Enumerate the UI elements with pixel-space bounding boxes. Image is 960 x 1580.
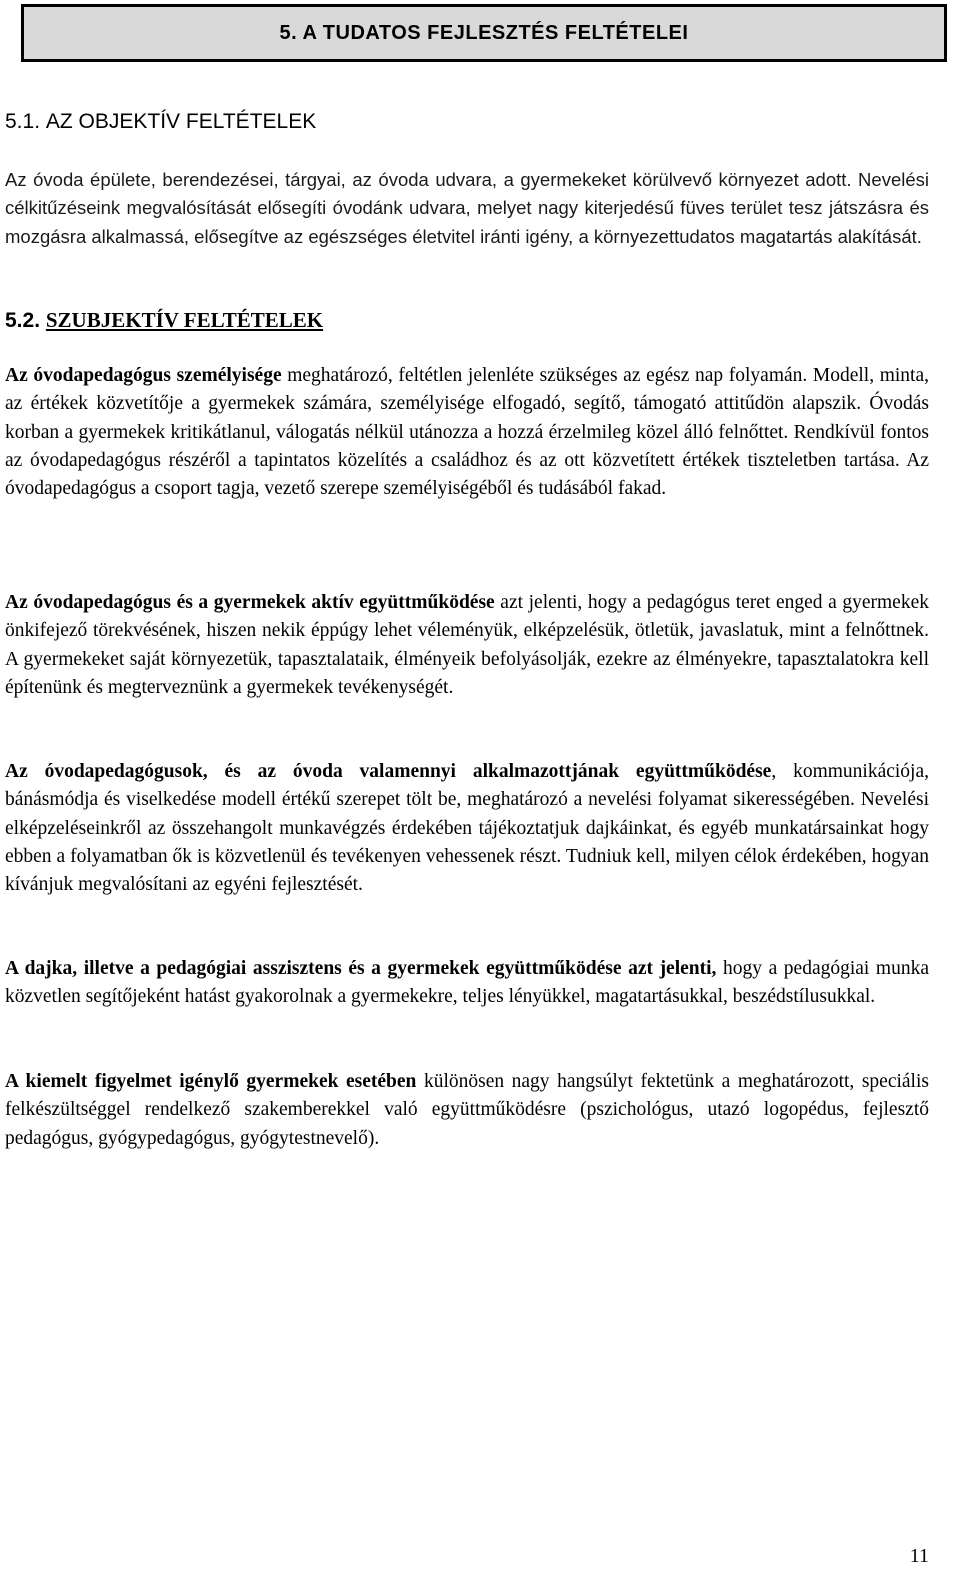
section-number: 5.1. [5,110,41,133]
paragraph-bold-lead: A kiemelt figyelmet igénylő gyermekek esetében [5,1071,417,1092]
paragraph-teacher-personality [5,362,929,503]
section-title: AZ OBJEKTÍV FELTÉTELEK [45,110,317,133]
paragraph-bold-lead: A dajka, illetve a pedagógiai asszisztens és a gyermekek együttműködése azt jelenti, [5,958,717,979]
page-number: 11 [909,1545,929,1567]
section-title: SZUBJEKTÍV FELTÉTELEK [45,308,324,332]
section-number: 5.2. [5,309,41,332]
paragraph-bold-lead: Az óvodapedagógus személyisége [5,365,282,386]
chapter-title-box [21,4,947,62]
paragraph-special-needs [5,1068,929,1153]
paragraph-assistant-cooperation [5,955,929,1012]
paragraph-body: azt jelenti, hogy a pedagógus teret enged a gyermekek önkifejező törekvésének, hiszen nekik éppúgy lehet véleményük, elképzelésük, ötletük, javaslatuk, mint a felnőttnek. A gyermekeket saját környezetük, tapasztalataik, élményeik befolyásolják, ezekre az élményekre, tapasztalatokra kell építenünk és megterveznünk a gyermekek tevékenységét. [5,592,929,698]
chapter-title: 5. A TUDATOS FEJLESZTÉS FELTÉTELEI [279,21,689,44]
paragraph-body: különösen nagy hangsúlyt fektetünk a meghatározott, speciális felkészültséggel rendelkező szakemberekkel való együttműködésre (pszichológus, utazó logopédus, fejlesztő pedagógus, gyógypedagógus, gyógytestnevelő). [5,1071,929,1149]
paragraph-staff-cooperation [5,758,929,899]
section-heading-subjective [5,308,323,333]
paragraph-teacher-children-cooperation [5,589,929,702]
paragraph-body: meghatározó, feltétlen jelenléte szükséges az egész nap folyamán. Modell, minta, az értékek közvetítője a gyermekek számára, személyisége elfogadó, segítő, támogató attitűdön alapszik. Óvodás korban a gyermekek kritikátlanul, válogatás nélkül utánozza a hozzá érzelmileg közel álló felnőttet. Rendkívül fontos az óvodapedagógus részéről a tapintatos közelítés a családhoz és az ott közvetített értékek tiszteletben tartása. Az óvodapedagógus a csoport tagja, vezető szerepe személyiségéből és tudásából fakad. [5,365,929,500]
paragraph-body: hogy a pedagógiai munka közvetlen segítőjeként hatást gyakorolnak a gyermekekre, teljes lényükkel, magatartásukkal, beszédstílusukkal. [5,958,930,1008]
objective-paragraph: Az óvoda épülete, berendezései, tárgyai, az óvoda udvara, a gyermekeket körülvevő környezet adott. Nevelési célkitűzéseink megvalósítását elősegíti óvodánk udvara, melyet nagy kiterjedésű füves terület tesz játszásra és mozgásra alkalmassá, elősegítve az egészséges életvitel iránti igény, a környezettudatos magatartás alakítását. [5,169,929,247]
paragraph-bold-lead: Az óvodapedagógus és a gyermekek aktív együttműködése [5,592,495,613]
paragraph-body: , kommunikációja, bánásmódja és viselkedése modell értékű szerepet tölt be, meghatározó a nevelési folyamat sikerességében. Nevelési elképzeléseinkről az összehangolt munkavégzés érdekében tájékoztatjuk dajkáinkat, és egyéb munkatársainkat hogy ebben a folyamatban ők is közvetlenül és tevékenyen vehessenek részt. Tudniuk kell, milyen célok érdekében, hogyan kívánjuk megvalósítani az egyéni fejlesztését. [5,761,929,896]
paragraph-bold-lead: Az óvodapedagógusok, és az óvoda valamennyi alkalmazottjának együttműködése [5,761,772,782]
section-heading-objective [5,110,316,134]
